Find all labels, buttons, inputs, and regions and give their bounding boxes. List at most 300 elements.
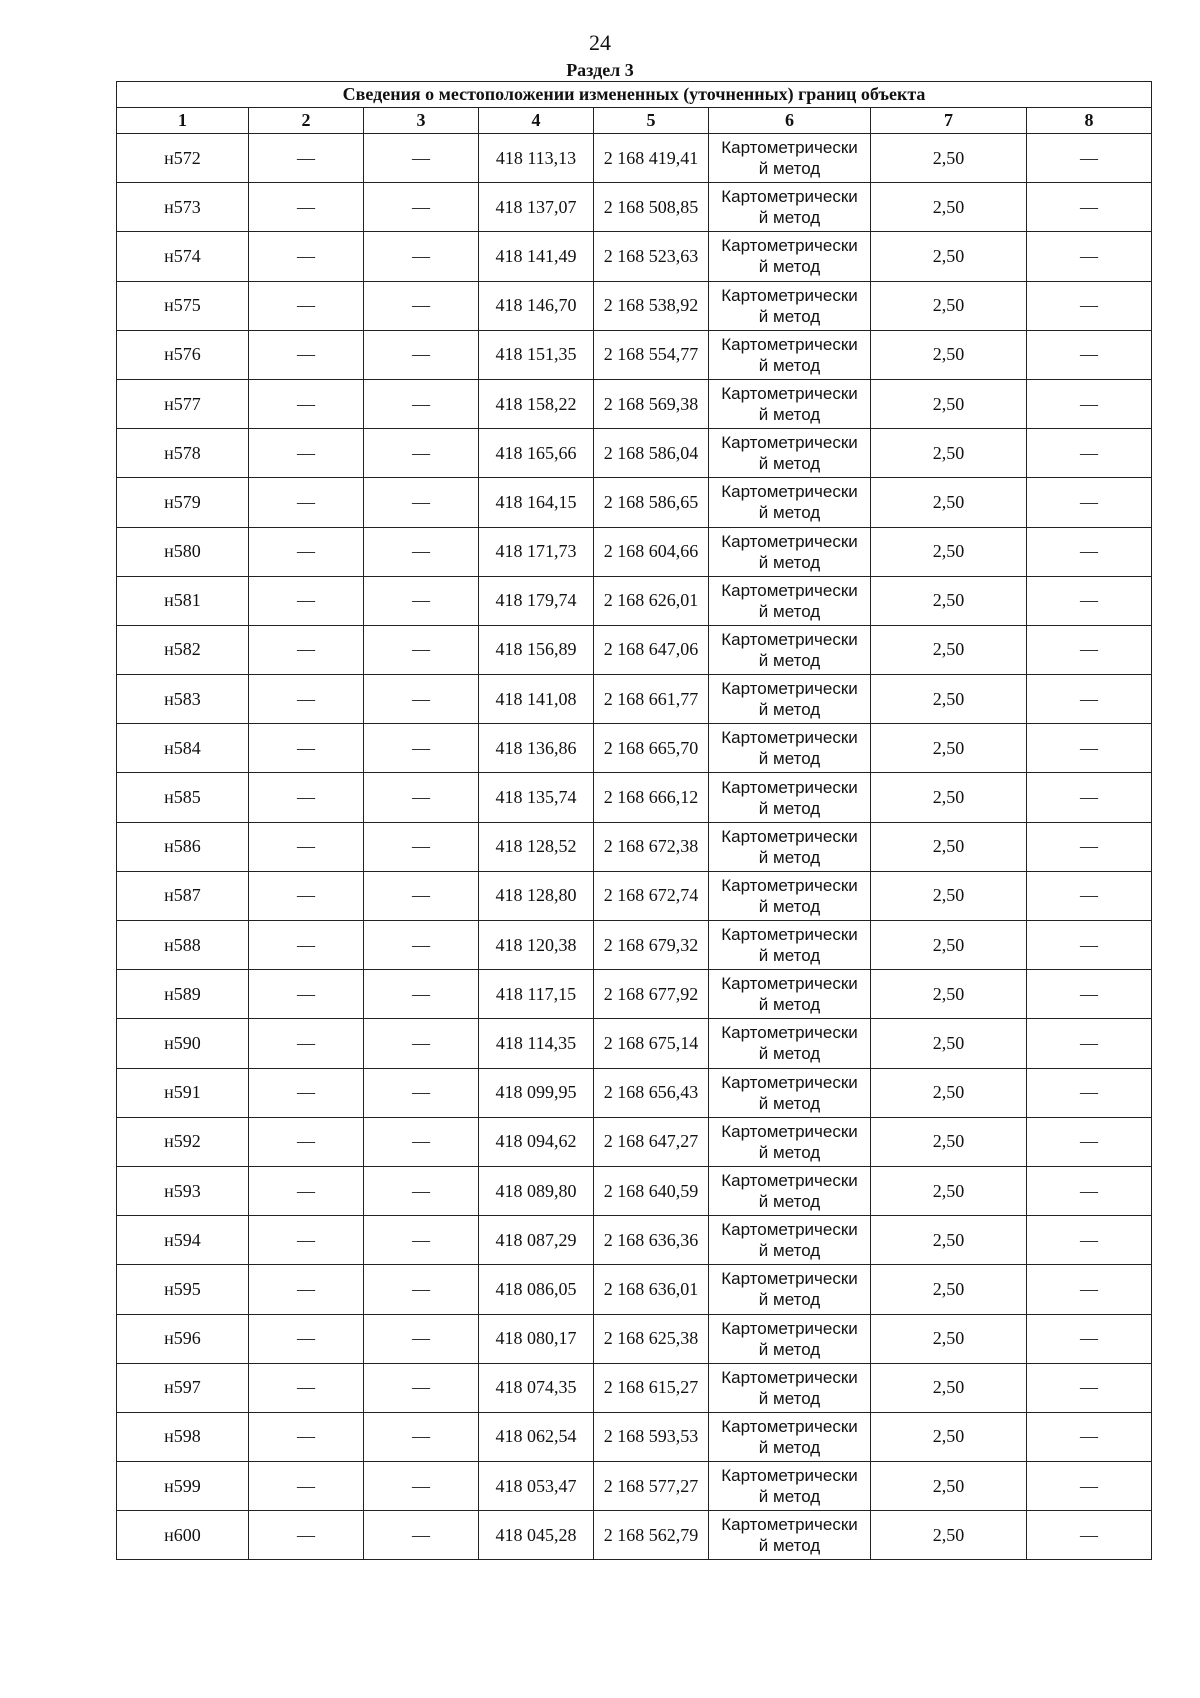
empty-value-cell: — (1027, 773, 1152, 822)
method-cell (709, 183, 871, 232)
method-cell (709, 1068, 871, 1117)
method-line: Картометрически (721, 1220, 858, 1240)
empty-value-cell: — (249, 1068, 364, 1117)
y-coordinate-cell: 2 168 508,85 (594, 183, 709, 232)
method-line: й метод (758, 208, 821, 228)
method-line: Картометрически (721, 1416, 858, 1436)
empty-value-cell: — (1027, 281, 1152, 330)
empty-value-cell: — (1027, 675, 1152, 724)
point-number-cell: н599 (117, 1462, 249, 1511)
empty-value-cell: — (249, 183, 364, 232)
method-line: й метод (758, 257, 821, 277)
table-row (117, 724, 1152, 773)
method-cell (709, 429, 871, 478)
method-line: й метод (758, 847, 821, 867)
method-line: Картометрически (721, 285, 858, 305)
point-number-cell: н598 (117, 1412, 249, 1461)
x-coordinate-cell: 418 128,80 (479, 871, 594, 920)
empty-value-cell: — (364, 773, 479, 822)
table-row (117, 1265, 1152, 1314)
method-cell (709, 1412, 871, 1461)
empty-value-cell: — (249, 478, 364, 527)
method-line: й метод (758, 650, 821, 670)
table-row (117, 970, 1152, 1019)
empty-value-cell: — (249, 379, 364, 428)
y-coordinate-cell: 2 168 672,74 (594, 871, 709, 920)
method-line: Картометрически (721, 334, 858, 354)
table-row (117, 232, 1152, 281)
point-number-cell: н573 (117, 183, 249, 232)
method-line: Картометрически (721, 433, 858, 453)
column-number: 5 (594, 108, 709, 134)
method-line: Картометрически (721, 1121, 858, 1141)
table-row (117, 281, 1152, 330)
y-coordinate-cell: 2 168 554,77 (594, 330, 709, 379)
accuracy-cell: 2,50 (871, 822, 1027, 871)
accuracy-cell: 2,50 (871, 330, 1027, 379)
y-coordinate-cell: 2 168 636,36 (594, 1216, 709, 1265)
accuracy-cell: 2,50 (871, 379, 1027, 428)
empty-value-cell: — (364, 527, 479, 576)
empty-value-cell: — (1027, 478, 1152, 527)
method-line: й метод (758, 355, 821, 375)
method-cell (709, 134, 871, 183)
y-coordinate-cell: 2 168 419,41 (594, 134, 709, 183)
coordinates-table (116, 81, 1152, 1560)
x-coordinate-cell: 418 045,28 (479, 1511, 594, 1560)
empty-value-cell: — (1027, 822, 1152, 871)
empty-value-cell: — (1027, 1412, 1152, 1461)
page-number: 24 (589, 30, 611, 55)
empty-value-cell: — (1027, 183, 1152, 232)
y-coordinate-cell: 2 168 586,04 (594, 429, 709, 478)
x-coordinate-cell: 418 089,80 (479, 1166, 594, 1215)
empty-value-cell: — (364, 625, 479, 674)
accuracy-cell: 2,50 (871, 1216, 1027, 1265)
y-coordinate-cell: 2 168 625,38 (594, 1314, 709, 1363)
point-number-cell: н588 (117, 921, 249, 970)
method-line: Картометрически (721, 777, 858, 797)
method-line: й метод (758, 1487, 821, 1507)
method-line: й метод (758, 995, 821, 1015)
accuracy-cell: 2,50 (871, 625, 1027, 674)
method-cell (709, 1166, 871, 1215)
method-line: Картометрически (721, 1515, 858, 1535)
table-row (117, 527, 1152, 576)
accuracy-cell: 2,50 (871, 429, 1027, 478)
empty-value-cell: — (364, 675, 479, 724)
table-row (117, 1314, 1152, 1363)
method-cell (709, 1216, 871, 1265)
y-coordinate-cell: 2 168 577,27 (594, 1462, 709, 1511)
method-line: Картометрически (721, 580, 858, 600)
point-number-cell: н575 (117, 281, 249, 330)
x-coordinate-cell: 418 135,74 (479, 773, 594, 822)
method-cell (709, 1314, 871, 1363)
table-row (117, 478, 1152, 527)
point-number-cell: н580 (117, 527, 249, 576)
accuracy-cell: 2,50 (871, 1117, 1027, 1166)
y-coordinate-cell: 2 168 523,63 (594, 232, 709, 281)
table-row (117, 330, 1152, 379)
method-line: й метод (758, 1192, 821, 1212)
empty-value-cell: — (1027, 1117, 1152, 1166)
accuracy-cell: 2,50 (871, 1511, 1027, 1560)
empty-value-cell: — (249, 232, 364, 281)
method-cell (709, 1265, 871, 1314)
accuracy-cell: 2,50 (871, 1019, 1027, 1068)
y-coordinate-cell: 2 168 677,92 (594, 970, 709, 1019)
empty-value-cell: — (364, 134, 479, 183)
empty-value-cell: — (249, 871, 364, 920)
point-number-cell: н597 (117, 1363, 249, 1412)
method-line: й метод (758, 1290, 821, 1310)
method-line: й метод (758, 454, 821, 474)
method-line: й метод (758, 159, 821, 179)
method-line: й метод (758, 1142, 821, 1162)
empty-value-cell: — (364, 478, 479, 527)
method-cell (709, 871, 871, 920)
point-number-cell: н578 (117, 429, 249, 478)
empty-value-cell: — (1027, 330, 1152, 379)
table-row (117, 675, 1152, 724)
y-coordinate-cell: 2 168 656,43 (594, 1068, 709, 1117)
y-coordinate-cell: 2 168 665,70 (594, 724, 709, 773)
method-line: й метод (758, 1388, 821, 1408)
empty-value-cell: — (364, 1216, 479, 1265)
empty-value-cell: — (249, 576, 364, 625)
empty-value-cell: — (1027, 1265, 1152, 1314)
method-line: Картометрически (721, 728, 858, 748)
empty-value-cell: — (364, 1511, 479, 1560)
point-number-cell: н593 (117, 1166, 249, 1215)
y-coordinate-cell: 2 168 679,32 (594, 921, 709, 970)
empty-value-cell: — (249, 1363, 364, 1412)
table-row (117, 576, 1152, 625)
x-coordinate-cell: 418 141,08 (479, 675, 594, 724)
y-coordinate-cell: 2 168 666,12 (594, 773, 709, 822)
empty-value-cell: — (249, 1462, 364, 1511)
table-row (117, 1117, 1152, 1166)
empty-value-cell: — (364, 724, 479, 773)
empty-value-cell: — (1027, 1216, 1152, 1265)
table-row (117, 625, 1152, 674)
x-coordinate-cell: 418 156,89 (479, 625, 594, 674)
method-line: Картометрически (721, 1318, 858, 1338)
empty-value-cell: — (1027, 871, 1152, 920)
x-coordinate-cell: 418 074,35 (479, 1363, 594, 1412)
y-coordinate-cell: 2 168 672,38 (594, 822, 709, 871)
accuracy-cell: 2,50 (871, 1363, 1027, 1412)
point-number-cell: н596 (117, 1314, 249, 1363)
accuracy-cell: 2,50 (871, 1462, 1027, 1511)
empty-value-cell: — (1027, 134, 1152, 183)
empty-value-cell: — (364, 921, 479, 970)
empty-value-cell: — (364, 1314, 479, 1363)
y-coordinate-cell: 2 168 626,01 (594, 576, 709, 625)
empty-value-cell: — (1027, 1166, 1152, 1215)
empty-value-cell: — (1027, 1068, 1152, 1117)
empty-value-cell: — (249, 134, 364, 183)
point-number-cell: н591 (117, 1068, 249, 1117)
method-cell (709, 281, 871, 330)
method-cell (709, 773, 871, 822)
point-number-cell: н576 (117, 330, 249, 379)
table-row (117, 921, 1152, 970)
method-line: й метод (758, 1093, 821, 1113)
empty-value-cell: — (249, 281, 364, 330)
table-row (117, 822, 1152, 871)
column-number: 3 (364, 108, 479, 134)
table-row (117, 1068, 1152, 1117)
y-coordinate-cell: 2 168 593,53 (594, 1412, 709, 1461)
x-coordinate-cell: 418 062,54 (479, 1412, 594, 1461)
empty-value-cell: — (1027, 724, 1152, 773)
y-coordinate-cell: 2 168 636,01 (594, 1265, 709, 1314)
method-line: й метод (758, 749, 821, 769)
x-coordinate-cell: 418 080,17 (479, 1314, 594, 1363)
point-number-cell: н592 (117, 1117, 249, 1166)
x-coordinate-cell: 418 128,52 (479, 822, 594, 871)
method-line: Картометрически (721, 1023, 858, 1043)
accuracy-cell: 2,50 (871, 1314, 1027, 1363)
table-row (117, 183, 1152, 232)
method-cell (709, 921, 871, 970)
method-cell (709, 527, 871, 576)
empty-value-cell: — (249, 1117, 364, 1166)
point-number-cell: н582 (117, 625, 249, 674)
empty-value-cell: — (364, 1265, 479, 1314)
empty-value-cell: — (249, 675, 364, 724)
empty-value-cell: — (1027, 1511, 1152, 1560)
table-row (117, 1462, 1152, 1511)
method-line: Картометрически (721, 1466, 858, 1486)
method-cell (709, 1462, 871, 1511)
table-row (117, 429, 1152, 478)
method-line: й метод (758, 1241, 821, 1261)
point-number-cell: н572 (117, 134, 249, 183)
accuracy-cell: 2,50 (871, 183, 1027, 232)
method-line: й метод (758, 700, 821, 720)
point-number-cell: н590 (117, 1019, 249, 1068)
empty-value-cell: — (1027, 1314, 1152, 1363)
accuracy-cell: 2,50 (871, 773, 1027, 822)
table-row (117, 1166, 1152, 1215)
table-title-row (117, 82, 1152, 108)
table-row (117, 134, 1152, 183)
y-coordinate-cell: 2 168 661,77 (594, 675, 709, 724)
empty-value-cell: — (249, 1166, 364, 1215)
method-line: й метод (758, 1437, 821, 1457)
empty-value-cell: — (364, 1068, 479, 1117)
method-line: Картометрически (721, 138, 858, 158)
method-line: Картометрически (721, 1269, 858, 1289)
accuracy-cell: 2,50 (871, 921, 1027, 970)
x-coordinate-cell: 418 171,73 (479, 527, 594, 576)
empty-value-cell: — (249, 822, 364, 871)
empty-value-cell: — (1027, 1019, 1152, 1068)
empty-value-cell: — (364, 1462, 479, 1511)
empty-value-cell: — (1027, 576, 1152, 625)
point-number-cell: н584 (117, 724, 249, 773)
x-coordinate-cell: 418 117,15 (479, 970, 594, 1019)
empty-value-cell: — (364, 232, 479, 281)
method-cell (709, 724, 871, 773)
empty-value-cell: — (1027, 1363, 1152, 1412)
empty-value-cell: — (1027, 429, 1152, 478)
empty-value-cell: — (364, 871, 479, 920)
method-cell (709, 1511, 871, 1560)
method-cell (709, 970, 871, 1019)
point-number-cell: н585 (117, 773, 249, 822)
accuracy-cell: 2,50 (871, 527, 1027, 576)
column-number: 2 (249, 108, 364, 134)
table-row (117, 1019, 1152, 1068)
method-line: Картометрически (721, 826, 858, 846)
empty-value-cell: — (249, 1511, 364, 1560)
table-row (117, 1511, 1152, 1560)
empty-value-cell: — (249, 724, 364, 773)
method-cell (709, 576, 871, 625)
x-coordinate-cell: 418 146,70 (479, 281, 594, 330)
point-number-cell: н587 (117, 871, 249, 920)
empty-value-cell: — (364, 1019, 479, 1068)
accuracy-cell: 2,50 (871, 724, 1027, 773)
method-line: й метод (758, 946, 821, 966)
x-coordinate-cell: 418 179,74 (479, 576, 594, 625)
empty-value-cell: — (364, 330, 479, 379)
empty-value-cell: — (1027, 527, 1152, 576)
empty-value-cell: — (364, 576, 479, 625)
method-line: й метод (758, 405, 821, 425)
point-number-cell: н600 (117, 1511, 249, 1560)
method-line: Картометрически (721, 531, 858, 551)
accuracy-cell: 2,50 (871, 1068, 1027, 1117)
table-body (117, 82, 1152, 1560)
empty-value-cell: — (249, 970, 364, 1019)
empty-value-cell: — (1027, 625, 1152, 674)
column-number: 4 (479, 108, 594, 134)
method-line: й метод (758, 601, 821, 621)
method-cell (709, 675, 871, 724)
column-number: 7 (871, 108, 1027, 134)
accuracy-cell: 2,50 (871, 675, 1027, 724)
y-coordinate-cell: 2 168 562,79 (594, 1511, 709, 1560)
empty-value-cell: — (249, 429, 364, 478)
table-row (117, 773, 1152, 822)
point-number-cell: н595 (117, 1265, 249, 1314)
x-coordinate-cell: 418 165,66 (479, 429, 594, 478)
y-coordinate-cell: 2 168 538,92 (594, 281, 709, 330)
y-coordinate-cell: 2 168 604,66 (594, 527, 709, 576)
empty-value-cell: — (364, 1412, 479, 1461)
method-line: Картометрически (721, 1171, 858, 1191)
empty-value-cell: — (249, 773, 364, 822)
accuracy-cell: 2,50 (871, 576, 1027, 625)
method-cell (709, 379, 871, 428)
x-coordinate-cell: 418 164,15 (479, 478, 594, 527)
empty-value-cell: — (364, 183, 479, 232)
y-coordinate-cell: 2 168 615,27 (594, 1363, 709, 1412)
empty-value-cell: — (364, 379, 479, 428)
empty-value-cell: — (364, 429, 479, 478)
method-cell (709, 625, 871, 674)
empty-value-cell: — (249, 1216, 364, 1265)
point-number-cell: н589 (117, 970, 249, 1019)
method-line: Картометрически (721, 629, 858, 649)
empty-value-cell: — (1027, 379, 1152, 428)
method-cell (709, 330, 871, 379)
empty-value-cell: — (364, 970, 479, 1019)
x-coordinate-cell: 418 120,38 (479, 921, 594, 970)
method-cell (709, 822, 871, 871)
method-cell (709, 1363, 871, 1412)
method-cell (709, 478, 871, 527)
method-line: Картометрически (721, 875, 858, 895)
method-line: Картометрически (721, 482, 858, 502)
empty-value-cell: — (364, 1166, 479, 1215)
empty-value-cell: — (1027, 970, 1152, 1019)
x-coordinate-cell: 418 141,49 (479, 232, 594, 281)
empty-value-cell: — (364, 822, 479, 871)
empty-value-cell: — (249, 1412, 364, 1461)
section-title: Раздел 3 (566, 60, 634, 80)
x-coordinate-cell: 418 087,29 (479, 1216, 594, 1265)
method-line: Картометрически (721, 236, 858, 256)
empty-value-cell: — (1027, 921, 1152, 970)
y-coordinate-cell: 2 168 647,06 (594, 625, 709, 674)
x-coordinate-cell: 418 053,47 (479, 1462, 594, 1511)
y-coordinate-cell: 2 168 586,65 (594, 478, 709, 527)
x-coordinate-cell: 418 136,86 (479, 724, 594, 773)
accuracy-cell: 2,50 (871, 134, 1027, 183)
column-number: 1 (117, 108, 249, 134)
method-line: й метод (758, 896, 821, 916)
method-line: Картометрически (721, 925, 858, 945)
y-coordinate-cell: 2 168 569,38 (594, 379, 709, 428)
x-coordinate-cell: 418 151,35 (479, 330, 594, 379)
method-line: й метод (758, 306, 821, 326)
empty-value-cell: — (249, 625, 364, 674)
column-number: 6 (709, 108, 871, 134)
column-number: 8 (1027, 108, 1152, 134)
accuracy-cell: 2,50 (871, 478, 1027, 527)
point-number-cell: н581 (117, 576, 249, 625)
method-line: Картометрически (721, 679, 858, 699)
y-coordinate-cell: 2 168 675,14 (594, 1019, 709, 1068)
accuracy-cell: 2,50 (871, 871, 1027, 920)
method-line: й метод (758, 798, 821, 818)
method-line: Картометрически (721, 384, 858, 404)
y-coordinate-cell: 2 168 640,59 (594, 1166, 709, 1215)
x-coordinate-cell: 418 094,62 (479, 1117, 594, 1166)
point-number-cell: н579 (117, 478, 249, 527)
accuracy-cell: 2,50 (871, 1412, 1027, 1461)
empty-value-cell: — (364, 1363, 479, 1412)
method-line: Картометрически (721, 1072, 858, 1092)
method-line: Картометрически (721, 1367, 858, 1387)
method-cell (709, 232, 871, 281)
accuracy-cell: 2,50 (871, 1166, 1027, 1215)
method-line: й метод (758, 552, 821, 572)
method-cell (709, 1117, 871, 1166)
accuracy-cell: 2,50 (871, 1265, 1027, 1314)
point-number-cell: н586 (117, 822, 249, 871)
point-number-cell: н583 (117, 675, 249, 724)
x-coordinate-cell: 418 099,95 (479, 1068, 594, 1117)
method-line: Картометрически (721, 974, 858, 994)
empty-value-cell: — (249, 1019, 364, 1068)
